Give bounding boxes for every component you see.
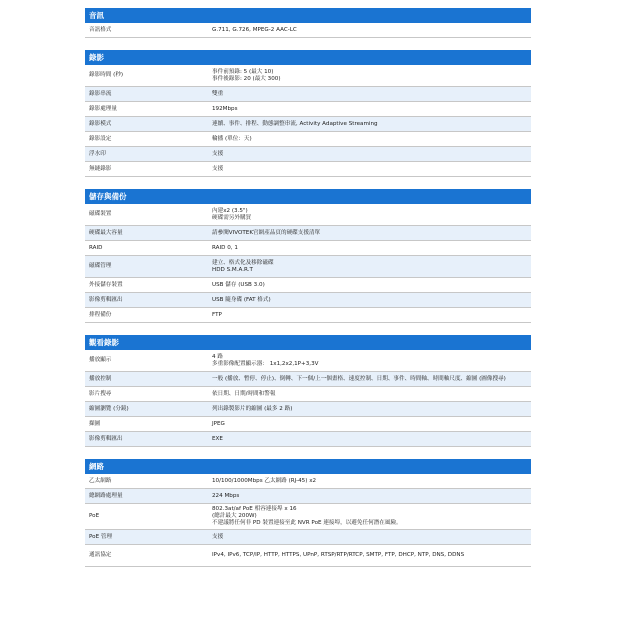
spec-label: PoE bbox=[89, 513, 100, 519]
spec-value: 內建x2 (3.5") 硬碟需另外購買 bbox=[212, 207, 252, 221]
section-title: 錄影 bbox=[85, 50, 531, 65]
spec-section bbox=[85, 459, 531, 567]
spec-label: 總網路處理量 bbox=[89, 492, 123, 499]
spec-section bbox=[85, 8, 531, 38]
spec-row bbox=[85, 545, 531, 567]
spec-row bbox=[85, 474, 531, 489]
spec-label: 播放顯示 bbox=[89, 357, 112, 363]
spec-label: 錄影串流 bbox=[89, 90, 112, 97]
section-title: 儲存與備份 bbox=[85, 189, 531, 204]
spec-row bbox=[85, 162, 531, 177]
section-title: 網路 bbox=[85, 459, 531, 474]
spec-label: 錄影時間 (秒) bbox=[89, 72, 124, 78]
spec-row bbox=[85, 402, 531, 417]
spec-row bbox=[85, 102, 531, 117]
spec-label: 錄影模式 bbox=[89, 120, 112, 127]
spec-value: 224 Mbps bbox=[212, 492, 240, 499]
spec-row bbox=[85, 23, 531, 38]
spec-value: 192Mbps bbox=[212, 105, 238, 112]
spec-value: 雙重 bbox=[212, 90, 224, 97]
spec-row bbox=[85, 65, 531, 87]
spec-label: PoE 管理 bbox=[89, 533, 113, 540]
spec-label: 硬碟最大容量 bbox=[89, 229, 123, 236]
spec-row bbox=[85, 256, 531, 278]
spec-section bbox=[85, 335, 531, 447]
spec-label: RAID bbox=[89, 244, 103, 251]
spec-value: EXE bbox=[212, 435, 223, 442]
spec-value: 支援 bbox=[212, 533, 224, 540]
spec-row bbox=[85, 387, 531, 402]
spec-value: USB 儲存 (USB 3.0) bbox=[212, 281, 265, 288]
spec-row bbox=[85, 117, 531, 132]
spec-value: 一般 (播放、暫停、停止)、倒轉、下一個/上一個畫格、速度控制、日期、事件、時間軸、時間軸尺度、縮圖 (圖像搜尋) bbox=[212, 375, 506, 382]
spec-row bbox=[85, 504, 531, 530]
spec-value: RAID 0, 1 bbox=[212, 244, 238, 251]
spec-row bbox=[85, 417, 531, 432]
spec-value: 事件前預錄: 5 (最大 10) 事件後錄影: 20 (最大 300) bbox=[212, 68, 281, 82]
spec-label: 無縫錄影 bbox=[89, 165, 112, 172]
spec-value: USB 隨身碟 (FAT 格式) bbox=[212, 296, 271, 303]
spec-value: 列出錄製影片的縮圖 (最多 2 路) bbox=[212, 405, 293, 412]
section-title: 音訊 bbox=[85, 8, 531, 23]
spec-value: G.711, G.726, MPEG-2 AAC-LC bbox=[212, 26, 297, 33]
spec-label: 影像剪輯匯出 bbox=[89, 435, 123, 442]
spec-label: 播放控制 bbox=[89, 375, 112, 382]
spec-value: 連續、事件、排程、動態調整串流, Activity Adaptive Streaming bbox=[212, 120, 378, 127]
spec-label: 乙太網路 bbox=[89, 477, 112, 484]
spec-label: 錄影設定 bbox=[89, 135, 112, 142]
spec-value: 10/100/1000Mbps 乙太網路 (RJ-45) x2 bbox=[212, 477, 317, 484]
spec-row bbox=[85, 132, 531, 147]
spec-row bbox=[85, 530, 531, 545]
spec-row bbox=[85, 241, 531, 256]
spec-row bbox=[85, 278, 531, 293]
spec-label: 磁碟管理 bbox=[89, 263, 112, 269]
spec-row bbox=[85, 87, 531, 102]
spec-row bbox=[85, 147, 531, 162]
spec-value: 建立、格式化及移除磁碟 HDD S.M.A.R.T bbox=[212, 259, 274, 273]
spec-table bbox=[85, 8, 531, 579]
section-title: 觀看錄影 bbox=[85, 335, 531, 350]
spec-row bbox=[85, 293, 531, 308]
spec-value: 802.3at/af PoE 相容連接埠 x 16 (總計最大 200W) 不建議將任何非 PD 裝置連接至此 NVR PoE 連接埠，以避免任何潛在風險。 bbox=[212, 506, 402, 526]
spec-label: 磁碟裝置 bbox=[89, 211, 112, 217]
spec-row bbox=[85, 372, 531, 387]
spec-value: 輪播 (單位：天) bbox=[212, 135, 252, 142]
spec-section bbox=[85, 189, 531, 323]
spec-value: 4 路 多重影像配置顯示器： 1x1,2x2,1P+3,3V bbox=[212, 353, 319, 367]
spec-label: 影片搜尋 bbox=[89, 390, 112, 397]
spec-value: FTP bbox=[212, 311, 222, 318]
spec-label: 浮水印 bbox=[89, 150, 106, 157]
spec-row bbox=[85, 489, 531, 504]
spec-label: 排程備份 bbox=[89, 311, 112, 318]
spec-label: 外接儲存裝置 bbox=[89, 281, 123, 288]
spec-label: 影像剪輯匯出 bbox=[89, 296, 123, 303]
spec-value: JPEG bbox=[212, 420, 225, 427]
spec-label: 音訊格式 bbox=[89, 26, 112, 33]
spec-label: 通訊協定 bbox=[89, 552, 112, 558]
spec-section bbox=[85, 50, 531, 177]
spec-value: 支援 bbox=[212, 165, 224, 172]
spec-label: 錄影處理量 bbox=[89, 105, 117, 112]
spec-label: 擷圖 bbox=[89, 420, 101, 427]
spec-label: 縮圖瀏覽 (分鏡) bbox=[89, 405, 129, 412]
spec-value: 請參閱VIVOTEK官網產品頁的硬碟支援清單 bbox=[212, 229, 321, 236]
spec-row bbox=[85, 350, 531, 372]
spec-row bbox=[85, 226, 531, 241]
spec-value: IPv4, IPv6, TCP/IP, HTTP, HTTPS, UPnP, RTSP/RTP/RTCP, SMTP, FTP, DHCP, NTP, DNS, DDNS bbox=[212, 552, 465, 558]
spec-value: 依日期、日期/時間和警報 bbox=[212, 390, 276, 397]
spec-row bbox=[85, 432, 531, 447]
spec-row bbox=[85, 308, 531, 323]
spec-value: 支援 bbox=[212, 150, 224, 157]
spec-row bbox=[85, 204, 531, 226]
